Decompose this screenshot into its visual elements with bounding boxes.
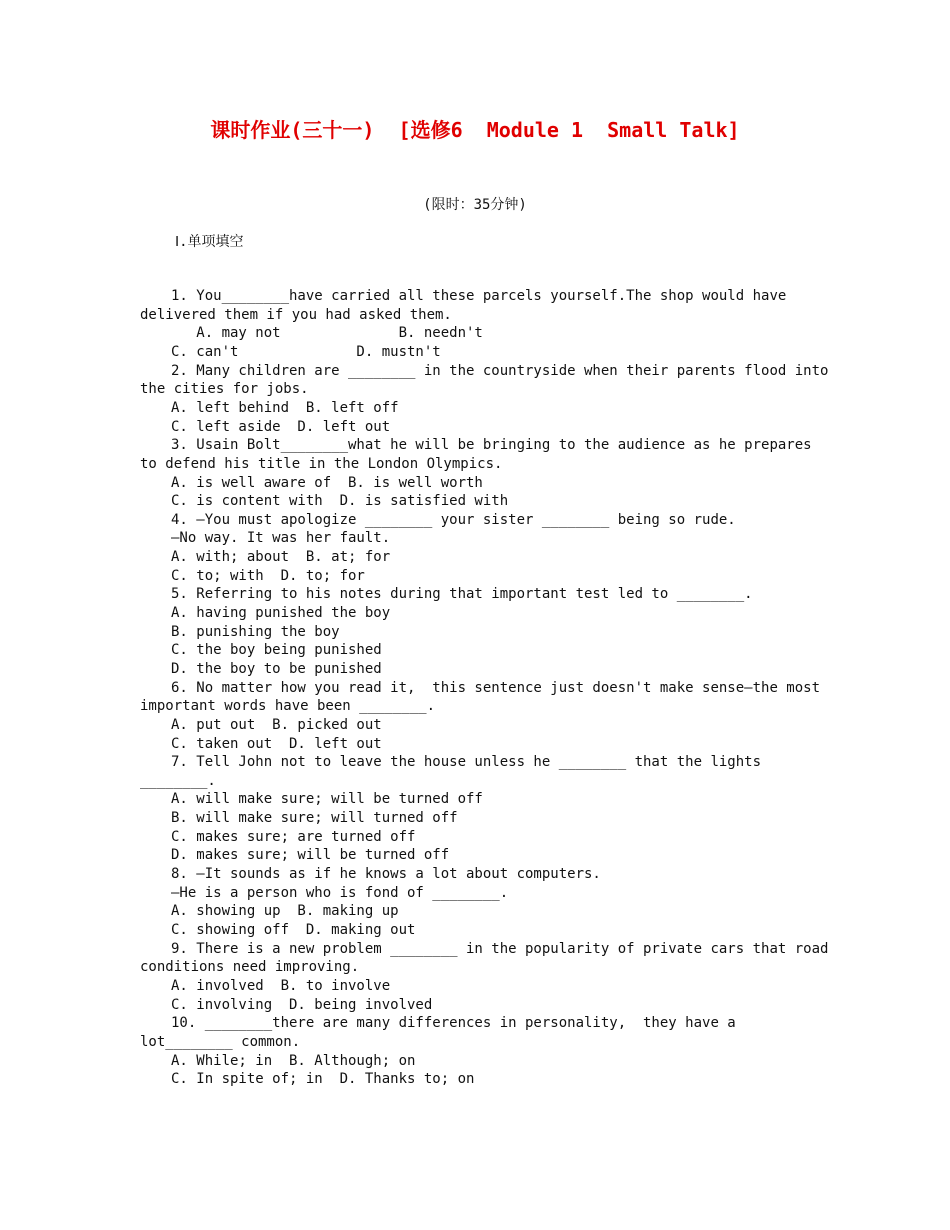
option-line: C. can't D. mustn't bbox=[171, 343, 441, 360]
option-line: A. is well aware of B. is well worth bbox=[171, 474, 483, 491]
option-line: B. will make sure; will turned off bbox=[171, 810, 458, 827]
question-list bbox=[140, 287, 837, 1089]
question-stem: 2. Many children are ________ in the countryside when their parents flood into the cities for jobs. bbox=[140, 362, 837, 398]
question-stem: 6. No matter how you read it, this sentence just doesn't make sense—the most important words have been ________. bbox=[140, 679, 829, 715]
option-line: C. makes sure; are turned off bbox=[171, 828, 416, 845]
time-limit: (限时：35分钟) bbox=[423, 197, 527, 213]
dialogue-reply: —No way. It was her fault. bbox=[171, 530, 391, 547]
question-stem: 9. There is a new problem ________ in the popularity of private cars that road conditions need improving. bbox=[140, 940, 837, 976]
question-stem: 5. Referring to his notes during that important test led to ________. bbox=[171, 586, 753, 603]
option-line: A. put out B. picked out bbox=[171, 716, 382, 733]
option-line: C. showing off D. making out bbox=[171, 921, 416, 938]
option-line: A. will make sure; will be turned off bbox=[171, 791, 483, 808]
question-stem: 8. —It sounds as if he knows a lot about computers. bbox=[171, 866, 601, 883]
option-line: A. showing up B. making up bbox=[171, 903, 399, 920]
option-line: A. having punished the boy bbox=[171, 605, 391, 622]
option-line: A. may not B. needn't bbox=[171, 325, 483, 342]
option-line: A. While; in B. Although; on bbox=[171, 1052, 416, 1069]
option-line: C. is content with D. is satisfied with bbox=[171, 493, 509, 510]
option-line: A. involved B. to involve bbox=[171, 977, 391, 994]
page-title: 课时作业(三十一) [选修6 Module 1 Small Talk] bbox=[210, 118, 740, 142]
option-line: D. the boy to be punished bbox=[171, 660, 382, 677]
question-stem: 4. —You must apologize ________ your sister ________ being so rude. bbox=[171, 511, 736, 528]
option-line: C. the boy being punished bbox=[171, 642, 382, 659]
option-line: A. with; about B. at; for bbox=[171, 549, 391, 566]
section-heading: Ⅰ.单项填空 bbox=[175, 234, 244, 250]
question-stem: 10. ________there are many differences in personality, they have a lot________ common. bbox=[140, 1015, 745, 1050]
question-stem: 1. You________have carried all these parcels yourself.The shop would have delivered them if you had asked them. bbox=[140, 288, 795, 323]
option-line: D. makes sure; will be turned off bbox=[171, 847, 450, 864]
option-line: B. punishing the boy bbox=[171, 623, 340, 640]
option-line: C. to; with D. to; for bbox=[171, 567, 365, 584]
option-line: C. In spite of; in D. Thanks to; on bbox=[171, 1071, 475, 1088]
dialogue-reply: —He is a person who is fond of ________. bbox=[171, 884, 509, 901]
question-stem: 3. Usain Bolt________what he will be bringing to the audience as he prepares to defend his title in the London Olympics. bbox=[140, 437, 821, 472]
option-line: C. involving D. being involved bbox=[171, 996, 433, 1013]
question-stem: 7. Tell John not to leave the house unless he ________ that the lights ________. bbox=[140, 754, 770, 789]
option-line: A. left behind B. left off bbox=[171, 399, 399, 416]
option-line: C. taken out D. left out bbox=[171, 735, 382, 752]
option-line: C. left aside D. left out bbox=[171, 418, 391, 435]
